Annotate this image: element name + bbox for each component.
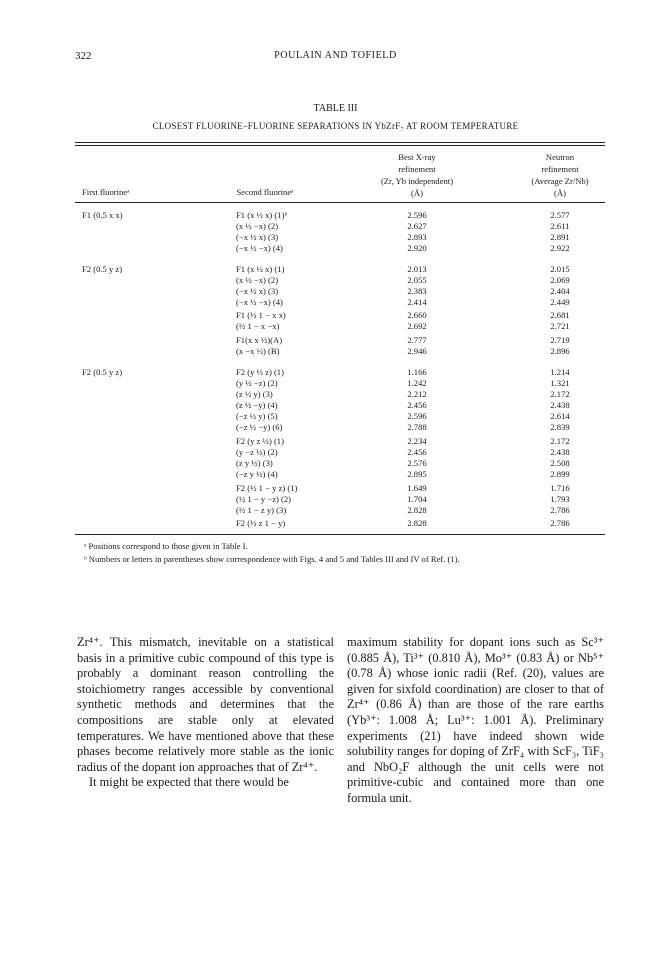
cell-neutron: 2.069 bbox=[550, 275, 570, 285]
cell-second: (y −z ½) (2) bbox=[236, 447, 278, 457]
cell-neutron: 1.716 bbox=[550, 483, 570, 493]
cell-second: (½ 1 − y −z) (2) bbox=[236, 494, 292, 504]
cell-neutron: 2.015 bbox=[550, 264, 570, 274]
cell-neutron: 2.786 bbox=[550, 505, 570, 515]
table-footnote-a: ᵃ Positions correspond to those given in Table I. bbox=[84, 541, 248, 551]
cell-xray: 2.055 bbox=[407, 275, 427, 285]
cell-neutron: 1.214 bbox=[550, 367, 570, 377]
cell-second: (x −x ½) (B) bbox=[236, 346, 280, 356]
cell-neutron: 2.404 bbox=[550, 286, 570, 296]
header-neutron-line-1: Neutron bbox=[545, 152, 575, 162]
cell-xray: 2.692 bbox=[407, 321, 427, 331]
cell-neutron: 2.681 bbox=[550, 310, 570, 320]
cell-neutron: 2.172 bbox=[550, 389, 570, 399]
cell-first: F1 (0.5 x x) bbox=[82, 210, 123, 220]
cell-second: F2 (½ 1 − y z) (1) bbox=[236, 483, 298, 493]
cell-second: F1(x x ½)(A) bbox=[236, 335, 283, 345]
cell-second: F1 (x ½ x) (1)ᵇ bbox=[236, 210, 288, 220]
cell-second: (½ 1 − x −x) bbox=[236, 321, 280, 331]
table-top-rule-2 bbox=[75, 145, 605, 146]
cell-second: F2 (y z ½) (1) bbox=[236, 436, 284, 446]
cell-neutron: 2.719 bbox=[550, 335, 570, 345]
cell-second: F2 (y ½ z) (1) bbox=[236, 367, 284, 377]
cell-neutron: 2.896 bbox=[550, 346, 570, 356]
cell-xray: 1.704 bbox=[407, 494, 427, 504]
cell-second: (−z ½ y) (5) bbox=[236, 411, 278, 421]
cell-second: (x ½ −x) (2) bbox=[236, 221, 279, 231]
cell-xray: 1.166 bbox=[407, 367, 427, 377]
cell-xray: 2.013 bbox=[407, 264, 427, 274]
cell-xray: 2.212 bbox=[407, 389, 427, 399]
table-footnote-b: ᵇ Numbers or letters in parentheses show correspondence with Figs. 4 and 5 and Tables III and IV of Ref. (1). bbox=[84, 554, 460, 564]
cell-xray: 2.627 bbox=[407, 221, 427, 231]
header-xray-line-4: (Å) bbox=[411, 188, 423, 198]
cell-second: F2 (½ z 1 − y) bbox=[236, 518, 286, 528]
cell-neutron: 2.786 bbox=[550, 518, 570, 528]
cell-second: (x ½ −x) (2) bbox=[236, 275, 279, 285]
cell-neutron: 2.721 bbox=[550, 321, 570, 331]
cell-xray: 2.456 bbox=[407, 447, 427, 457]
header-neutron bbox=[500, 151, 620, 199]
header-xray bbox=[342, 151, 492, 199]
header-neutron-line-2: refinement bbox=[541, 164, 579, 174]
cell-second: (−z ½ −y) (6) bbox=[236, 422, 283, 432]
cell-neutron: 1.321 bbox=[550, 378, 570, 388]
cell-first: F2 (0.5 y z) bbox=[82, 367, 123, 377]
running-head: POULAIN AND TOFIELD bbox=[274, 50, 397, 61]
cell-neutron: 2.577 bbox=[550, 210, 570, 220]
table-bottom-rule bbox=[75, 534, 605, 535]
cell-neutron: 2.438 bbox=[550, 400, 570, 410]
cell-xray: 2.828 bbox=[407, 518, 427, 528]
cell-xray: 2.920 bbox=[407, 243, 427, 253]
cell-xray: 2.414 bbox=[407, 297, 427, 307]
cell-second: (−x ½ x) (3) bbox=[236, 286, 279, 296]
cell-neutron: 2.839 bbox=[550, 422, 570, 432]
cell-second: (z y ½) (3) bbox=[236, 458, 273, 468]
cell-first: F2 (0.5 y z) bbox=[82, 264, 123, 274]
table-header-rule bbox=[75, 202, 605, 203]
cell-xray: 2.660 bbox=[407, 310, 427, 320]
page-number: 322 bbox=[75, 50, 92, 62]
header-neutron-line-3: (Average Zr/Nb) bbox=[531, 176, 589, 186]
cell-neutron: 2.899 bbox=[550, 469, 570, 479]
cell-second: (−x ½ x) (3) bbox=[236, 232, 279, 242]
header-xray-line-3: (Zr, Yb independent) bbox=[380, 176, 454, 186]
cell-xray: 2.893 bbox=[407, 232, 427, 242]
header-neutron-line-4: (Å) bbox=[554, 188, 566, 198]
cell-xray: 2.895 bbox=[407, 469, 427, 479]
cell-xray: 1.242 bbox=[407, 378, 427, 388]
cell-second: (z ½ −y) (4) bbox=[236, 400, 278, 410]
cell-second: (y ½ −z) (2) bbox=[236, 378, 278, 388]
cell-neutron: 2.172 bbox=[550, 436, 570, 446]
body-column-left bbox=[77, 635, 334, 791]
cell-xray: 2.383 bbox=[407, 286, 427, 296]
body-column-right bbox=[347, 635, 604, 807]
table-caption: CLOSEST FLUORINE–FLUORINE SEPARATIONS IN YbZrF₇ AT ROOM TEMPERATURE bbox=[152, 121, 519, 131]
cell-second: (½ 1 − z y) (3) bbox=[236, 505, 287, 515]
header-second-fluorine: Second fluorineᵃ bbox=[236, 187, 294, 197]
cell-xray: 2.596 bbox=[407, 411, 427, 421]
cell-xray: 2.234 bbox=[407, 436, 427, 446]
cell-neutron: 2.438 bbox=[550, 447, 570, 457]
cell-neutron: 2.508 bbox=[550, 458, 570, 468]
cell-xray: 2.828 bbox=[407, 505, 427, 515]
cell-neutron: 2.614 bbox=[550, 411, 570, 421]
cell-xray: 2.777 bbox=[407, 335, 427, 345]
cell-second: (z ½ y) (3) bbox=[236, 389, 273, 399]
cell-second: (−x ½ −x) (4) bbox=[236, 243, 283, 253]
cell-neutron: 2.611 bbox=[550, 221, 570, 231]
cell-xray: 2.456 bbox=[407, 400, 427, 410]
header-first-fluorine: First fluorineᵃ bbox=[82, 187, 130, 197]
cell-neutron: 2.449 bbox=[550, 297, 570, 307]
cell-xray: 2.946 bbox=[407, 346, 427, 356]
cell-second: (−x ½ −x) (4) bbox=[236, 297, 283, 307]
cell-second: F1 (½ 1 − x x) bbox=[236, 310, 286, 320]
cell-second: (−z y ½) (4) bbox=[236, 469, 278, 479]
cell-neutron: 2.891 bbox=[550, 232, 570, 242]
table-label: TABLE III bbox=[313, 103, 358, 114]
body-paragraph: maximum stability for dopant ions such as Sc³⁺ (0.885 Å), Ti³⁺ (0.810 Å), Mo³⁺ (0.83 Å) or Nb⁵⁺ (0.78 Å) whose ionic radii (Ref. (20), values are given for sixfold coordination) are closer to that of Zr⁴⁺ (0.86 Å) than are those of the rare earths (Yb³⁺: 1.008 Å; Lu³⁺: 1.001 Å). Preliminary experiments (21) have indeed shown wide solubility ranges for doping of ZrF₄ with ScF₃, TiF₃ and NbO₂F although the unit cells were not primitive-cubic and contained more than one formula unit. bbox=[347, 635, 604, 805]
header-xray-line-1: Best X-ray bbox=[398, 152, 436, 162]
body-paragraph: Zr⁴⁺. This mismatch, inevitable on a statistical basis in a primitive cubic compound of this type is probably a dominant reason controlling the stoichiometry ranges accessible by conventional synthetic methods and determines that the compositions are stable only at elevated temperatures. We have mentioned above that these phases become relatively more stable as the ionic radius of the dopant ion approaches that of Zr⁴⁺. bbox=[77, 635, 334, 774]
cell-xray: 1.649 bbox=[407, 483, 427, 493]
header-xray-line-2: refinement bbox=[398, 164, 436, 174]
table-top-rule bbox=[75, 142, 605, 143]
cell-second: F1 (x ½ x) (1) bbox=[236, 264, 285, 274]
body-paragraph: It might be expected that there would be bbox=[89, 775, 289, 790]
cell-neutron: 1.793 bbox=[550, 494, 570, 504]
cell-xray: 2.596 bbox=[407, 210, 427, 220]
cell-xray: 2.788 bbox=[407, 422, 427, 432]
cell-neutron: 2.922 bbox=[550, 243, 570, 253]
cell-xray: 2.576 bbox=[407, 458, 427, 468]
